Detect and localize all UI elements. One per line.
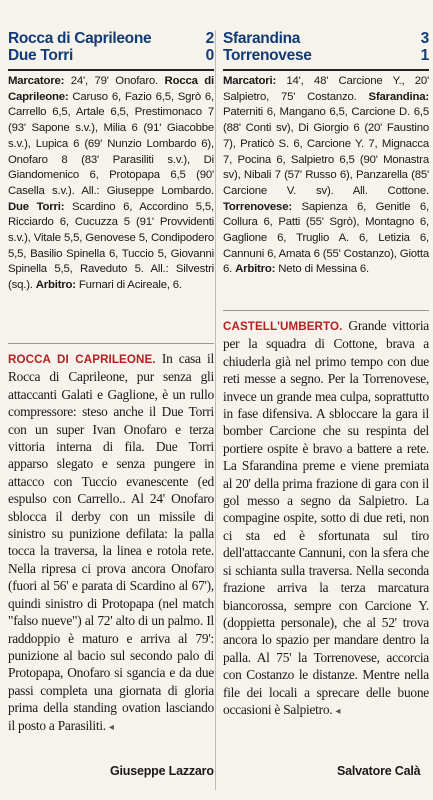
left-match-box [8,30,214,294]
right-end-mark-icon: ◂ [335,705,341,717]
right-article-kicker: CASTELL'UMBERTO. [223,320,343,333]
left-team2-label: Due Torri: [8,200,65,213]
right-score-separator [223,69,429,71]
right-home-team: Sfarandina [223,30,301,47]
left-away-score: 0 [205,47,214,64]
left-article-body [8,350,214,736]
right-team2-text: Sapienza 6, Genitle 6, Collura 6, Patti (55' Sgrò), Montagno 6, Gaglione 6, Truglio A. 6, Letizia 6, Cannuni 6, Amata 6 (55' Costanzo), Giotta 6. [223,200,429,276]
right-home-score: 3 [420,30,429,47]
right-away-score: 1 [420,47,429,64]
left-team2-text: Scardino 6, Accordino 5,5, Ricciardo 6, Cucuzza 5 (91' Provvidenti s.v.), Vitale 5,5, Genovese 5, Condipodero 5,5, Basilio Spinella 6, Tuccio 5, Giovanni Spinella 5,5, Raveduto 5. All.: Silvestri (sq.). [8,200,214,292]
left-author-byline: Giuseppe Lazzaro [110,764,214,778]
left-team1-text: Caruso 6, Fazio 6,5, Sgrò 6, Carrello 6,5, Artale 6,5, Prestimonaco 7 (93' Sapone s.v.), Milia 6 (91' Giacobbe s.v.), Lupica 6 (69' Nunzio Lombardo 6), Onofaro 8 (83' Parasiliti s.v.), Di Giandomenico 6, Protopapa 6,5 (90' Casella s.v.). All.: Giuseppe Lombardo. [8,90,214,197]
right-match-box [223,30,429,278]
left-end-mark-icon: ◂ [108,721,114,733]
left-article [8,343,214,736]
right-article-rule [223,310,429,311]
right-article-text: Grande vittoria per la squadra di Cottone, brava a chiuderla già nel primo tempo con due reti messe a segno. Per la Torrenovese, invece un grande mea culpa, soprattutto in fase difensiva. A sbloccare la gara il bomber Carcione che su respinta del portiere ospite è bravo a battere a rete. La Sfarandina preme e viene premiata al 20' della prima frazione di gara con il gol messo a segno da Salpietro. La compagine ospite, sotto di due reti, non ci sta ed è sfortunata sul tiro dell'attaccante Cannuni, con la sfera che si schianta sulla traversa. Nella seconda frazione arriva la terza marcatura biancorossa, sempre con Carcione Y. (doppietta personale), che al 52' trova ancora lo spazio per mandare dentro la palla. Al 75' la Torrenovese, accorcia con Costanzo le distanze. Mentre nella file dei locali a sprecare delle buone occasioni è Salpietro. [223,318,429,717]
right-team1-label: Sfarandina: [368,90,430,103]
right-team2-label: Torrenovese: [223,200,292,213]
left-arbitro-label: Arbitro: [35,279,76,292]
left-team1-label: Rocca di Caprileone: [8,75,214,103]
right-team1-text: Paterniti 6, Mangano 6,5, Carcione D. 6,5 (88' Conti sv), Di Giorgio 6 (20' Faustino 7), Praticò S. 6, Carcione Y. 7, Mignacca 7, Pocina 6, Salpietro 6,5 (90' Monastra sv), Nibali 7 (57' Russo 6), Panzarella (85' Carcione V. sv). All. Cottone. [223,106,429,197]
left-lineups [8,74,214,294]
right-arbitro-label: Arbitro: [235,263,276,276]
left-marcatore-text: 24', 79' Onofaro. [70,75,159,87]
right-away-team: Torrenovese [223,47,312,64]
right-author-byline: Salvatore Calà [337,764,421,778]
column-divider [215,30,216,790]
left-article-rule [8,343,214,344]
right-article-body [223,317,429,720]
right-article [223,310,429,720]
right-lineups [223,74,429,278]
left-away-row [8,47,214,64]
left-marcatore-label: Marcatore: [8,75,65,87]
right-home-row [223,30,429,47]
top-cropped-headline [0,0,433,24]
left-score-separator [8,69,214,71]
left-away-team: Due Torri [8,47,74,64]
left-article-text: In casa il Rocca di Caprileone, pur senza gli attaccanti Galati e Gaglione, è un rullo compressore: steso anche il Due Torri con un super Ivan Onofaro e terza vittoria interna di fila. Due Torri apparso slegato e senza pungere in attacco con Tuccio evanescente (ed espulso con Carrello.. Al 24' Onofaro sblocca il derby con un missile di sinistro su punizione defilata: la palla tocca la traversa, la linea e rotola rete. Nella ripresa ci prova ancora Onofaro (fuori al 56' e parata di Scardino al 67'), quindi sinistro di Protopapa (nel match "falso nueve") al 72' alto di un palmo. Il raddoppio è maturo e arriva al 79': punizione al bacio sul secondo palo di Protopapa, Onofaro si sgancia e da due passi completa una giornata di gloria prima della standing ovation lasciando il posto a Parasiliti. [8,351,214,733]
left-home-row [8,30,214,47]
right-away-row [223,47,429,64]
left-arbitro-text: Furnari di Acireale, 6. [78,279,182,292]
right-marcatori-text: 14', 48' Carcione Y., 20' Salpietro, 75' Costanzo. [223,75,429,103]
right-arbitro-text: Neto di Messina 6. [278,263,369,276]
right-marcatori-label: Marcatori: [223,75,277,87]
left-article-kicker: ROCCA DI CAPRILEONE. [8,353,156,366]
left-home-score: 2 [205,30,214,47]
left-home-team: Rocca di Caprileone [8,30,152,47]
